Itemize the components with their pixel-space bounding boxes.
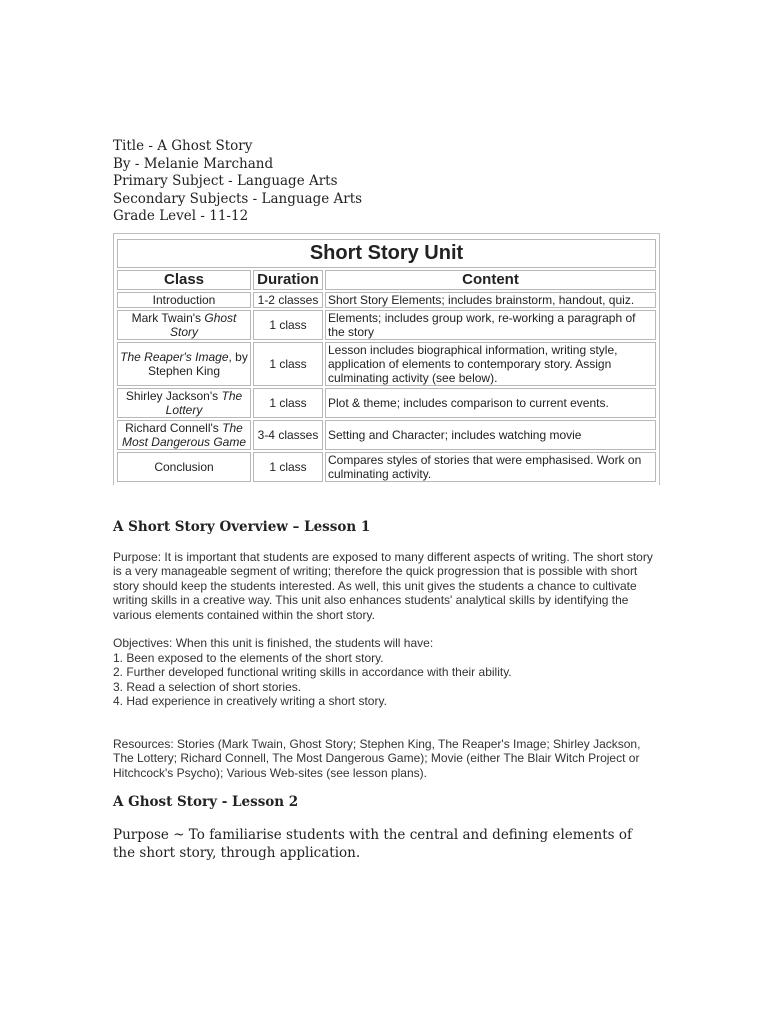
duration-cell: 3-4 classes	[253, 420, 323, 450]
content-cell: Short Story Elements; includes brainstorm, handout, quiz.	[325, 292, 656, 308]
class-cell: Introduction	[117, 292, 251, 308]
class-cell: Richard Connell's The Most Dangerous Game	[117, 420, 251, 450]
table-row	[117, 452, 656, 482]
lesson2-heading: A Ghost Story - Lesson 2	[113, 794, 299, 810]
meta-grade-level: Grade Level - 11-12	[113, 208, 249, 224]
duration-cell: 1 class	[253, 452, 323, 482]
column-header-content: Content	[325, 270, 656, 290]
class-cell: Mark Twain's Ghost Story	[117, 310, 251, 340]
content-cell: Compares styles of stories that were emphasised. Work on culminating activity.	[325, 452, 656, 482]
meta-author: By - Melanie Marchand	[113, 155, 274, 172]
unit-table-title: Short Story Unit	[117, 239, 656, 268]
column-header-class: Class	[117, 270, 251, 290]
meta-primary-subject: Primary Subject - Language Arts	[113, 173, 338, 189]
column-header-duration: Duration	[253, 270, 323, 290]
lesson1-objectives	[113, 636, 658, 709]
content-cell: Plot & theme; includes comparison to current events.	[325, 388, 656, 418]
lesson1-heading: A Short Story Overview – Lesson 1	[113, 518, 371, 535]
lesson-meta	[113, 138, 658, 226]
class-cell: The Reaper's Image, by Stephen King	[117, 342, 251, 386]
table-row	[117, 292, 656, 308]
lesson1-purpose: Purpose: It is important that students are exposed to many different aspects of writing. The short story is a very manageable segment of writing; therefore the quick progression that is possible with short story should keep the students interested. As well, this unit gives the students a chance to cultivate writing skills in a creative way. This unit also enhances students' analytical skills by identifying the various elements contained within the short story.	[113, 549, 653, 622]
meta-secondary-subjects: Secondary Subjects - Language Arts	[113, 190, 363, 207]
duration-cell: 1 class	[253, 388, 323, 418]
content-cell: Lesson includes biographical information, writing style, application of elements to contemporary story. Assign culminating activity (see below).	[325, 342, 656, 386]
objectives-intro: Objectives: When this unit is finished, the students will have:	[113, 636, 434, 650]
objective-item: 2. Further developed functional writing skills in accordance with their ability.	[113, 665, 512, 679]
unit-table-frame	[113, 233, 660, 485]
table-row	[117, 342, 656, 386]
duration-cell: 1 class	[253, 310, 323, 340]
objective-item: 1. Been exposed to the elements of the short story.	[113, 650, 384, 665]
lesson2-purpose: Purpose ~ To familiarise students with the central and defining elements of the short story, through application.	[113, 827, 632, 861]
lesson1-resources: Resources: Stories (Mark Twain, Ghost Story; Stephen King, The Reaper's Image; Shirley Jackson, The Lottery; Richard Connell, The Most Dangerous Game); Movie (either The Blair Witch Project or Hitchcock's Psycho); Various Web-sites (see lesson plans).	[113, 736, 641, 780]
unit-table	[115, 237, 658, 484]
duration-cell: 1 class	[253, 342, 323, 386]
table-row	[117, 310, 656, 340]
class-cell: Conclusion	[117, 452, 251, 482]
objective-item: 3. Read a selection of short stories.	[113, 679, 302, 694]
table-row	[117, 420, 656, 450]
duration-cell: 1-2 classes	[253, 292, 323, 308]
table-row	[117, 388, 656, 418]
document-page	[113, 138, 658, 862]
meta-title: Title - A Ghost Story	[113, 138, 253, 154]
content-cell: Elements; includes group work, re-working a paragraph of the story	[325, 310, 656, 340]
objective-item: 4. Had experience in creatively writing a short story.	[113, 694, 387, 708]
class-cell: Shirley Jackson's The Lottery	[117, 388, 251, 418]
content-cell: Setting and Character; includes watching movie	[325, 420, 656, 450]
